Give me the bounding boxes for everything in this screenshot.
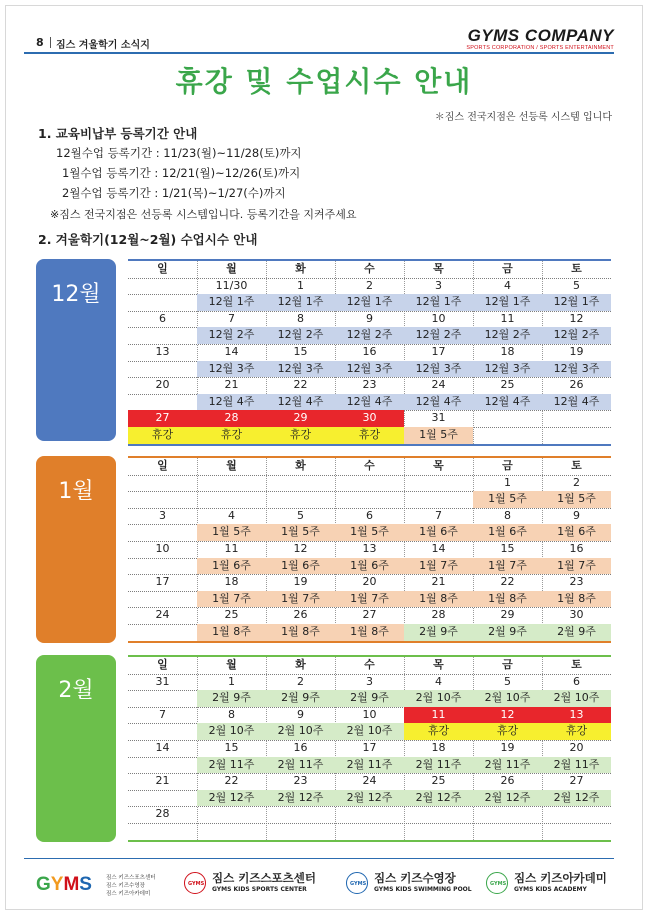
week-label: 2월 11주 xyxy=(404,757,473,774)
calendar-day: 7 xyxy=(159,707,166,721)
week-label xyxy=(473,823,542,840)
calendar-day: 15 xyxy=(500,542,515,555)
page-title: 휴강 및 수업시수 안내 xyxy=(175,65,473,98)
calendar-day: 9 xyxy=(573,508,580,522)
week-label: 1월 6주 xyxy=(335,558,404,575)
calendar-day: 18 xyxy=(500,345,515,358)
calendar-day: 16 xyxy=(362,345,377,358)
month-label: 2월 xyxy=(58,678,94,703)
center-name: 짐스 키즈스포츠센터 xyxy=(212,871,316,885)
weekday-header: 토 xyxy=(571,658,582,671)
weekday-header: 목 xyxy=(433,262,444,275)
calendar-day: 26 xyxy=(293,608,308,622)
calendar-day: 26 xyxy=(569,378,584,392)
weekday-header: 금 xyxy=(502,459,513,472)
calendar-day: 22 xyxy=(500,575,515,589)
logo-sub-1: 짐스 키즈스포츠센터 xyxy=(106,875,156,881)
calendar-day: 6 xyxy=(573,674,580,688)
week-label xyxy=(128,790,197,807)
week-label: 12월 3주 xyxy=(542,361,611,378)
holiday-label: 휴강 xyxy=(473,723,542,740)
week-label: 12월 2주 xyxy=(335,327,404,344)
weekday-header: 월 xyxy=(226,459,237,472)
calendar-day: 19 xyxy=(500,741,515,754)
week-label: 2월 11주 xyxy=(266,757,335,774)
week-label: 12월 4주 xyxy=(266,394,335,411)
calendar-day: 7 xyxy=(435,508,442,522)
gyms-logo: GYMS xyxy=(36,874,92,895)
calendar-day: 21 xyxy=(155,774,170,788)
newsletter-subtitle: 짐스 겨울학기 소식지 xyxy=(56,40,150,51)
center-english: GYMS KIDS SWIMMING POOL xyxy=(374,886,472,893)
brand-name: GYMS COMPANY xyxy=(467,26,614,45)
week-label xyxy=(404,823,473,840)
weekday-header: 금 xyxy=(502,262,513,275)
weekday-header: 일 xyxy=(157,658,168,671)
calendar-day: 31 xyxy=(155,674,170,688)
week-label: 2월 11주 xyxy=(335,757,404,774)
week-label: 2월 12주 xyxy=(473,790,542,807)
week-label: 12월 2주 xyxy=(266,327,335,344)
week-label: 1월 6주 xyxy=(197,558,266,575)
week-label: 2월 10주 xyxy=(404,690,473,707)
holiday-label: 휴강 xyxy=(335,427,404,444)
week-label xyxy=(128,823,197,840)
week-label: 2월 9주 xyxy=(404,624,473,641)
week-label xyxy=(128,394,197,411)
calendar-day xyxy=(404,806,473,823)
calendar-bottom-rule xyxy=(128,444,611,446)
week-label: 2월 10주 xyxy=(473,690,542,707)
calendar-day: 31 xyxy=(431,411,446,425)
week-label xyxy=(542,427,611,444)
week-label: 1월 7주 xyxy=(335,591,404,608)
calendar-day xyxy=(335,475,404,492)
week-label xyxy=(197,491,266,508)
calendar-day: 6 xyxy=(159,311,166,325)
week-label: 1월 8주 xyxy=(266,624,335,641)
holiday-label: 휴강 xyxy=(404,723,473,740)
calendar-day: 30 xyxy=(335,410,404,427)
week-label: 1월 7주 xyxy=(266,591,335,608)
week-label: 1월 7주 xyxy=(542,558,611,575)
week-label: 12월 1주 xyxy=(266,294,335,311)
week-label xyxy=(128,624,197,641)
week-label: 12월 3주 xyxy=(335,361,404,378)
calendar-day: 27 xyxy=(128,410,197,427)
calendar-bottom-rule xyxy=(128,641,611,643)
week-label: 12월 1주 xyxy=(197,294,266,311)
week-label xyxy=(128,491,197,508)
calendar-day: 1 xyxy=(504,475,511,489)
calendar-day: 14 xyxy=(224,345,239,358)
week-label: 12월 2주 xyxy=(542,327,611,344)
week-label xyxy=(128,558,197,575)
week-label: 1월 6주 xyxy=(473,524,542,541)
registration-line-jan: 1월수업 등록기간 : 12/21(월)~12/26(토)까지 xyxy=(62,166,301,180)
week-label: 12월 3주 xyxy=(404,361,473,378)
calendar-day: 14 xyxy=(431,542,446,555)
week-label xyxy=(128,757,197,774)
calendar-day: 24 xyxy=(362,774,377,788)
gyms-sports-badge-icon: GYMS xyxy=(184,872,206,894)
preregistration-note: ＊짐스 전국지점은 선등록 시스템 입니다 xyxy=(434,112,612,123)
weekday-header: 목 xyxy=(433,658,444,671)
calendar-day: 4 xyxy=(435,674,442,688)
header-rule xyxy=(24,52,614,54)
week-label xyxy=(266,491,335,508)
week-label: 12월 4주 xyxy=(473,394,542,411)
calendar-day: 10 xyxy=(155,542,170,555)
week-label: 12월 1주 xyxy=(542,294,611,311)
calendar-day: 11 xyxy=(224,542,239,555)
calendar-day: 19 xyxy=(293,575,308,589)
month-tab-jan xyxy=(36,456,116,643)
calendar-day: 13 xyxy=(362,542,377,555)
week-label: 12월 1주 xyxy=(473,294,542,311)
week-label: 12월 2주 xyxy=(197,327,266,344)
week-label: 1월 5주 xyxy=(266,524,335,541)
calendar-day: 16 xyxy=(293,741,308,754)
calendar-day: 7 xyxy=(228,311,235,325)
calendar-day: 16 xyxy=(569,542,584,555)
week-label: 1월 5주 xyxy=(473,491,542,508)
week-label: 1월 8주 xyxy=(197,624,266,641)
week-label xyxy=(128,361,197,378)
calendar-day: 18 xyxy=(431,741,446,754)
week-label xyxy=(542,823,611,840)
calendar-day: 24 xyxy=(155,608,170,622)
calendar-day: 20 xyxy=(362,575,377,589)
calendar-day: 3 xyxy=(159,508,166,522)
calendar-day: 28 xyxy=(197,410,266,427)
weekday-header: 금 xyxy=(502,658,513,671)
week-label: 1월 7주 xyxy=(197,591,266,608)
week-label: 1월 6주 xyxy=(542,524,611,541)
calendar-day: 9 xyxy=(297,707,304,721)
week-label: 2월 9주 xyxy=(266,690,335,707)
week-label xyxy=(197,823,266,840)
week-label: 2월 9주 xyxy=(335,690,404,707)
calendar-day: 14 xyxy=(155,741,170,754)
week-label: 2월 10주 xyxy=(197,723,266,740)
calendar-day: 4 xyxy=(228,508,235,522)
weekday-header: 수 xyxy=(364,262,375,275)
calendar-day: 17 xyxy=(362,741,377,754)
week-label: 1월 5주 xyxy=(542,491,611,508)
calendar-day: 15 xyxy=(224,741,239,754)
section-2-heading: 2. 겨울학기(12월~2월) 수업시수 안내 xyxy=(38,232,258,247)
week-label: 12월 4주 xyxy=(197,394,266,411)
weekday-header: 일 xyxy=(157,459,168,472)
calendar-day: 24 xyxy=(431,378,446,392)
week-label: 1월 7주 xyxy=(404,558,473,575)
week-label: 12월 1주 xyxy=(404,294,473,311)
calendar-day: 1 xyxy=(228,674,235,688)
week-label: 12월 4주 xyxy=(335,394,404,411)
calendar-day: 20 xyxy=(155,378,170,392)
weekday-header: 토 xyxy=(571,262,582,275)
calendar-day: 2 xyxy=(297,674,304,688)
week-label xyxy=(473,427,542,444)
calendar-day: 12 xyxy=(569,311,584,325)
week-label: 1월 8주 xyxy=(473,591,542,608)
brand-tagline: SPORTS CORPORATION / SPORTS ENTERTAINMENT xyxy=(466,45,614,51)
week-label xyxy=(335,491,404,508)
week-label: 2월 11주 xyxy=(542,757,611,774)
week-label: 12월 4주 xyxy=(542,394,611,411)
page-number: 8 xyxy=(36,36,44,49)
week-label: 12월 4주 xyxy=(404,394,473,411)
week-label: 1월 7주 xyxy=(473,558,542,575)
calendar-day: 17 xyxy=(431,345,446,358)
calendar-day: 22 xyxy=(224,774,239,788)
calendar-day xyxy=(335,806,404,823)
gyms-academy-badge-icon: GYMS xyxy=(486,872,508,894)
calendar-day: 5 xyxy=(573,278,580,292)
calendar-day: 17 xyxy=(155,575,170,589)
calendar-day: 12 xyxy=(293,542,308,555)
calendar-day: 8 xyxy=(297,311,304,325)
holiday-label: 휴강 xyxy=(128,427,197,444)
week-label: 1월 5주 xyxy=(335,524,404,541)
week-label xyxy=(404,491,473,508)
week-label: 1월 8주 xyxy=(335,624,404,641)
week-label: 1월 6주 xyxy=(404,524,473,541)
week-label: 2월 9주 xyxy=(473,624,542,641)
gyms-swim-badge-icon: GYMS xyxy=(346,872,368,894)
week-label: 12월 3주 xyxy=(473,361,542,378)
logo-sub-3: 짐스 키즈아카데미 xyxy=(106,891,151,897)
section-1-heading: 1. 교육비납부 등록기간 안내 xyxy=(38,126,198,141)
week-label: 1월 5주 xyxy=(197,524,266,541)
week-label: 2월 11주 xyxy=(473,757,542,774)
weekday-header: 월 xyxy=(226,658,237,671)
weekday-header: 목 xyxy=(433,459,444,472)
week-label xyxy=(128,723,197,740)
calendar-day: 29 xyxy=(266,410,335,427)
calendar-day xyxy=(542,410,611,427)
calendar-day: 19 xyxy=(569,345,584,358)
month-label: 12월 xyxy=(51,282,101,307)
week-label: 12월 2주 xyxy=(473,327,542,344)
calendar-day: 11 xyxy=(500,311,515,325)
calendar-day xyxy=(404,475,473,492)
weekday-header: 일 xyxy=(157,262,168,275)
holiday-label: 휴강 xyxy=(542,723,611,740)
week-label: 2월 12주 xyxy=(335,790,404,807)
calendar-day: 27 xyxy=(569,774,584,788)
brand-block xyxy=(466,26,614,51)
week-label xyxy=(128,524,197,541)
week-label xyxy=(266,823,335,840)
week-label: 2월 11주 xyxy=(197,757,266,774)
calendar-day: 13 xyxy=(155,345,170,358)
weekday-header: 화 xyxy=(295,459,306,472)
calendar-day: 21 xyxy=(224,378,239,392)
week-label: 12월 1주 xyxy=(335,294,404,311)
center-name: 짐스 키즈수영장 xyxy=(374,871,456,885)
center-english: GYMS KIDS SPORTS CENTER xyxy=(212,886,307,893)
week-label: 2월 12주 xyxy=(404,790,473,807)
calendar-day: 23 xyxy=(293,774,308,788)
registration-note: ※짐스 전국지점은 선등록 시스템입니다. 등록기간을 지켜주세요 xyxy=(50,208,357,221)
week-label: 2월 9주 xyxy=(542,624,611,641)
calendar-day: 20 xyxy=(569,741,584,754)
registration-line-feb: 2월수업 등록기간 : 1/21(목)~1/27(수)까지 xyxy=(62,186,286,200)
holiday-label: 휴강 xyxy=(197,427,266,444)
calendar-day: 28 xyxy=(155,807,170,821)
calendar-day: 22 xyxy=(293,378,308,392)
calendar-day: 6 xyxy=(366,508,373,522)
week-label xyxy=(128,690,197,707)
calendar-day: 13 xyxy=(542,707,611,724)
calendar-day: 25 xyxy=(500,378,515,392)
calendar-day: 2 xyxy=(366,278,373,292)
center-name: 짐스 키즈아카데미 xyxy=(514,871,607,885)
week-label: 2월 10주 xyxy=(266,723,335,740)
calendar-bottom-rule xyxy=(128,840,611,842)
calendar-day: 29 xyxy=(500,608,515,622)
weekday-header: 화 xyxy=(295,262,306,275)
calendar-day: 28 xyxy=(431,608,446,622)
weekday-header: 토 xyxy=(571,459,582,472)
calendar-day: 12 xyxy=(473,707,542,724)
weekday-header: 월 xyxy=(226,262,237,275)
week-label xyxy=(128,327,197,344)
calendar-day: 5 xyxy=(504,674,511,688)
week-label xyxy=(335,823,404,840)
week-label: 12월 3주 xyxy=(197,361,266,378)
calendar-day: 10 xyxy=(431,311,446,325)
calendar-day: 4 xyxy=(504,278,511,292)
calendar-day: 25 xyxy=(224,608,239,622)
calendar-day xyxy=(542,806,611,823)
calendar-day: 23 xyxy=(362,378,377,392)
calendar-day: 30 xyxy=(569,608,584,622)
calendar-day: 15 xyxy=(293,345,308,358)
calendar-day: 23 xyxy=(569,575,584,589)
week-label: 2월 10주 xyxy=(542,690,611,707)
week-label: 2월 12주 xyxy=(542,790,611,807)
month-tab-feb xyxy=(36,655,116,842)
week-label: 2월 10주 xyxy=(335,723,404,740)
registration-line-dec: 12월수업 등록기간 : 11/23(월)~11/28(토)까지 xyxy=(56,146,302,160)
calendar-day: 26 xyxy=(500,774,515,788)
calendar-day: 1 xyxy=(297,278,304,292)
month-label: 1월 xyxy=(58,479,94,504)
week-label: 12월 3주 xyxy=(266,361,335,378)
calendar-day: 2 xyxy=(573,475,580,489)
calendar-day: 11/30 xyxy=(215,278,248,292)
calendar-day: 27 xyxy=(362,608,377,622)
calendar-day xyxy=(473,410,542,427)
calendar-day: 8 xyxy=(228,707,235,721)
calendar-day xyxy=(197,475,266,492)
weekday-header: 화 xyxy=(295,658,306,671)
calendar-day: 18 xyxy=(224,575,239,589)
weekday-header: 수 xyxy=(364,658,375,671)
weekday-header: 수 xyxy=(364,459,375,472)
week-label: 1월 6주 xyxy=(266,558,335,575)
calendar-day xyxy=(128,475,197,492)
header-divider xyxy=(50,37,51,48)
week-label: 1월 5주 xyxy=(404,427,473,444)
footer-rule xyxy=(24,858,614,859)
holiday-label: 휴강 xyxy=(266,427,335,444)
calendar-day xyxy=(197,806,266,823)
week-label xyxy=(128,591,197,608)
calendar-day xyxy=(473,806,542,823)
week-label: 1월 8주 xyxy=(542,591,611,608)
calendar-day: 25 xyxy=(431,774,446,788)
week-label: 1월 8주 xyxy=(404,591,473,608)
month-tab-dec xyxy=(36,259,116,441)
calendar-day: 5 xyxy=(297,508,304,522)
logo-sub-2: 짐스 키즈수영장 xyxy=(106,883,145,889)
calendar-day: 10 xyxy=(362,707,377,721)
week-label: 12월 2주 xyxy=(404,327,473,344)
calendar-day: 8 xyxy=(504,508,511,522)
week-label xyxy=(128,294,197,311)
calendar-day: 9 xyxy=(366,311,373,325)
calendar-day: 21 xyxy=(431,575,446,589)
calendar-day xyxy=(266,806,335,823)
page-header xyxy=(24,26,614,54)
calendar-day xyxy=(266,475,335,492)
week-label: 2월 12주 xyxy=(266,790,335,807)
calendar-day: 11 xyxy=(404,707,473,724)
calendar-day: 3 xyxy=(435,278,442,292)
calendar-day xyxy=(128,278,197,295)
week-label: 2월 12주 xyxy=(197,790,266,807)
center-english: GYMS KIDS ACADEMY xyxy=(514,886,587,893)
week-label: 2월 9주 xyxy=(197,690,266,707)
calendar-day: 3 xyxy=(366,674,373,688)
